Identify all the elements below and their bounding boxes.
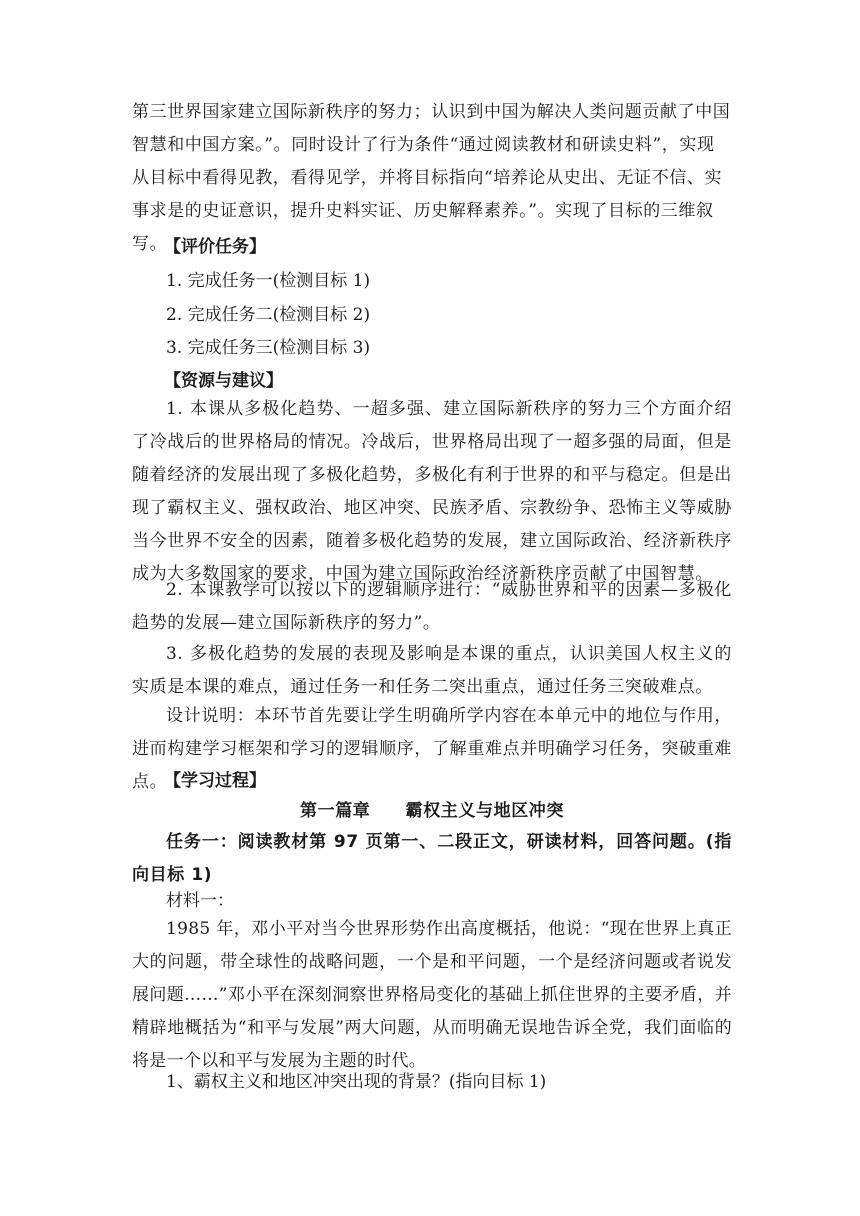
evaluation-item-2: 2. 完成任务二(检测目标 2) <box>166 305 371 325</box>
resources-paragraph-1: 1. 本课从多极化趋势、一超多强、建立国际新秩序的努力三个方面介绍了冷战后的世界格局的情况。冷战后，世界格局出现了一超多强的局面，但是随着经济的发展出现了多极化趋势，多极化有利于世界的和平与稳定。但是出现了霸权主义、强权政治、地区冲突、民族矛盾、宗教纷争、恐怖主义等威胁当今世界不安全的因素，随着多极化趋势的发展，建立国际政治、经济新秩序成为大多数国家的要求，中国为建立国际政治经济新秩序贡献了中国智慧。 <box>132 399 732 584</box>
evaluation-heading: 【评价任务】 <box>164 237 266 257</box>
resources-paragraph-3: 3. 多极化趋势的发展的表现及影响是本课的重点，认识美国人权主义的实质是本课的难点，通过任务一和任务二突出重点，通过任务三突破难点。 <box>132 644 732 697</box>
chapter-title: 第一篇章 霸权主义与地区冲突 <box>300 801 564 821</box>
material-text: 1985 年，邓小平对当今世界形势作出高度概括，他说：“现在世界上真正大的问题，带全球性的战略问题，一个是和平问题，一个是经济问题或者说发展问题……”邓小平在深刻洞察世界格局变化的基础上抓住世界的主要矛盾，并精辟地概括为“和平与发展”两大问题，从而明确无误地告诉全党，我们面临的将是一个以和平与发展为主题的时代。 <box>132 919 732 1071</box>
evaluation-item-3: 3. 完成任务三(检测目标 3) <box>166 338 371 358</box>
resources-paragraph-2: 2. 本课教学可以按以下的逻辑顺序进行：“威胁世界和平的因素—多极化趋势的发展—建立国际新秩序的努力”。 <box>132 580 732 633</box>
design-note: 设计说明：本环节首先要让学生明确所学内容在本单元中的地位与作用，进而构建学习框架和学习的逻辑顺序，了解重难点并明确学习任务，突破重难点。 <box>132 706 732 792</box>
resources-heading: 【资源与建议】 <box>164 371 283 391</box>
question-1: 1、霸权主义和地区冲突出现的背景？(指向目标 1) <box>166 1072 547 1092</box>
evaluation-item-1: 1. 完成任务一(检测目标 1) <box>166 271 371 291</box>
intro-paragraph: 第三世界国家建立国际新秩序的努力；认识到中国为解决人类问题贡献了中国智慧和中国方案。”。同时设计了行为条件“通过阅读教材和研读史料”，实现从目标中看得见教，看得见学，并将目标指向“培养论从史出、无证不信、实事求是的史证意识，提升史料实证、历史解释素养。”。实现了目标的三维叙写。 <box>132 102 731 254</box>
process-heading: 【学习过程】 <box>164 771 266 791</box>
material-label: 材料一： <box>166 891 234 911</box>
task-1: 任务一：阅读教材第 97 页第一、二段正文，研读材料，回答问题。(指向目标 1) <box>132 832 732 885</box>
